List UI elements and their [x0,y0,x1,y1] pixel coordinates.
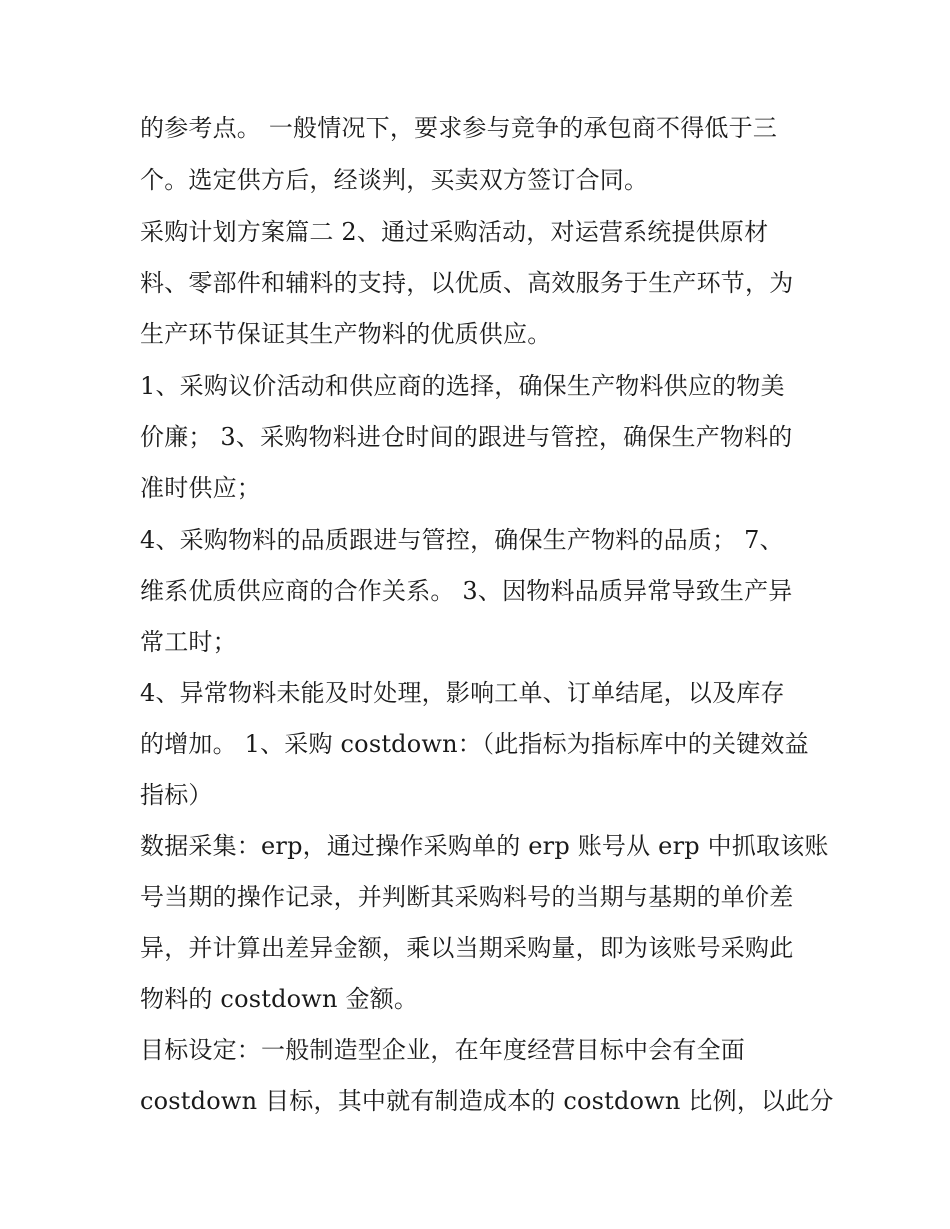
text-line-18: 物料的 costdown 金额。 [140,985,419,1013]
text-line-1: 的参考点。 一般情况下，要求参与竞争的承包商不得低于三 [140,114,778,142]
text-line-12: 4、异常物料未能及时处理，影响工单、订单结尾，以及库存 [140,679,785,707]
text-line-19: 目标设定：一般制造型企业，在年度经营目标中会有全面 [140,1036,745,1064]
text-line-13: 的增加。 1、采购 costdown：（此指标为指标库中的关键效益 [140,730,809,758]
text-line-10: 维系优质供应商的合作关系。 3、因物料品质异常导致生产异 [140,577,793,605]
text-line-8: 准时供应； [140,474,261,502]
text-line-5: 生产环节保证其生产物料的优质供应。 [140,320,552,348]
text-line-3: 采购计划方案篇二 2、通过采购活动，对运营系统提供原材 [140,218,769,246]
text-line-4: 料、零部件和辅料的支持，以优质、高效服务于生产环节，为 [140,269,794,297]
text-line-14: 指标） [140,781,213,809]
text-line-15: 数据采集：erp，通过操作采购单的 erp 账号从 erp 中抓取该账 [140,832,829,860]
text-line-11: 常工时； [140,628,237,656]
text-line-6: 1、采购议价活动和供应商的选择，确保生产物料供应的物美 [140,372,785,400]
text-line-7: 价廉； 3、采购物料进仓时间的跟进与管控，确保生产物料的 [140,423,793,451]
text-line-16: 号当期的操作记录，并判断其采购料号的当期与基期的单价差 [140,883,794,911]
text-line-17: 异，并计算出差异金额，乘以当期采购量，即为该账号采购此 [140,934,794,962]
text-line-20: costdown 目标，其中就有制造成本的 costdown 比例，以此分 [140,1087,834,1115]
text-line-2: 个。选定供方后，经谈判，买卖双方签订合同。 [140,166,649,194]
text-line-9: 4、采购物料的品质跟进与管控，确保生产物料的品质； 7、 [140,526,784,554]
